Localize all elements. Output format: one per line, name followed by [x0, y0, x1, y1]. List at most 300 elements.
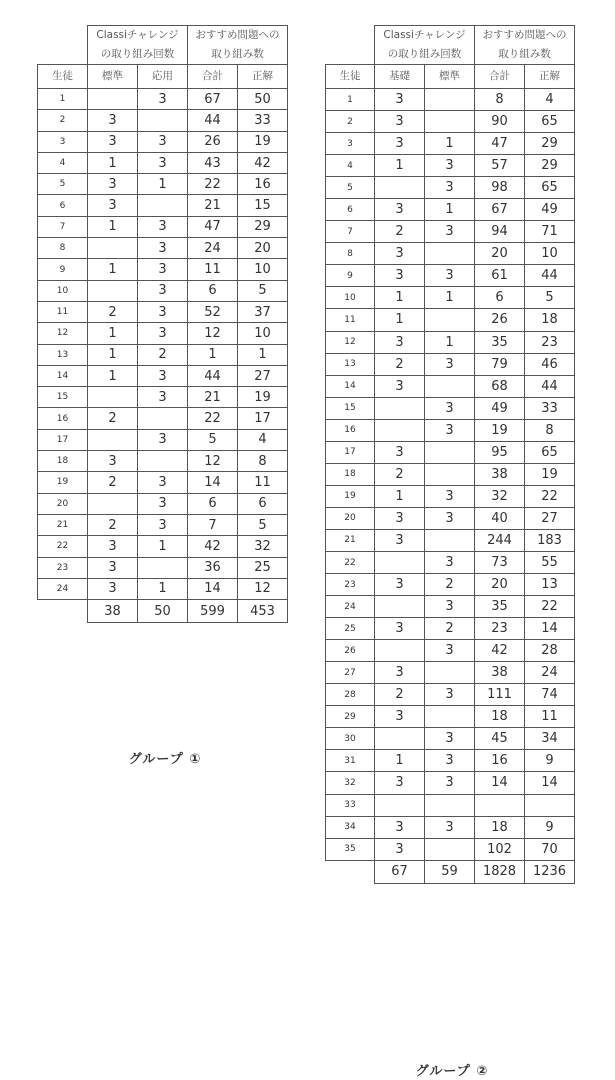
col1-cell: 2 [88, 472, 138, 493]
col1-cell: 3 [375, 265, 425, 287]
table-row [38, 451, 288, 472]
total-cell: 16 [475, 750, 525, 772]
total-cell: 42 [188, 536, 238, 557]
correct-cell: 44 [525, 265, 575, 287]
table-row [38, 472, 288, 493]
student-id-cell: 16 [326, 419, 375, 441]
total-cell: 49 [475, 397, 525, 419]
col1-cell: 3 [88, 195, 138, 216]
correct-cell: 44 [525, 375, 575, 397]
student-id-cell: 26 [326, 640, 375, 662]
group1-total-a: 38 [88, 600, 138, 623]
student-id-cell: 34 [326, 816, 375, 838]
table-row [326, 618, 575, 640]
col2-cell: 3 [425, 265, 475, 287]
group1-col3-header: 合計 [188, 65, 238, 89]
total-cell: 26 [475, 309, 525, 331]
col2-cell: 3 [138, 131, 188, 152]
student-id-cell: 9 [326, 265, 375, 287]
col1-cell: 3 [375, 618, 425, 640]
table-row [38, 387, 288, 408]
col2-cell: 3 [425, 485, 475, 507]
correct-cell: 17 [238, 408, 288, 429]
col1-cell: 3 [88, 557, 138, 578]
col2-cell [425, 794, 475, 816]
total-cell: 23 [475, 618, 525, 640]
col2-cell: 3 [138, 472, 188, 493]
student-id-cell: 9 [38, 259, 88, 280]
group2-caption: グループ ② [415, 1064, 489, 1079]
table-row [326, 507, 575, 529]
total-cell: 67 [475, 199, 525, 221]
total-cell: 14 [188, 578, 238, 599]
total-cell: 44 [188, 365, 238, 386]
col2-cell: 1 [425, 133, 475, 155]
table-row [326, 243, 575, 265]
col2-cell: 3 [138, 301, 188, 322]
col2-cell [425, 243, 475, 265]
table-row [326, 441, 575, 463]
total-cell: 67 [188, 89, 238, 110]
correct-cell: 37 [238, 301, 288, 322]
correct-cell: 65 [525, 441, 575, 463]
col1-cell: 3 [375, 89, 425, 111]
table-row [326, 287, 575, 309]
student-id-cell: 7 [38, 216, 88, 237]
col1-cell: 3 [88, 578, 138, 599]
group1-col4-header: 正解 [238, 65, 288, 89]
student-id-cell: 8 [38, 238, 88, 259]
col1-cell: 2 [88, 408, 138, 429]
col2-cell: 3 [425, 507, 475, 529]
table-row [326, 551, 575, 573]
correct-cell: 12 [238, 578, 288, 599]
group1-student-header: 生徒 [38, 65, 88, 89]
table-row [38, 557, 288, 578]
total-cell: 24 [188, 238, 238, 259]
col1-cell [88, 429, 138, 450]
student-id-cell: 13 [38, 344, 88, 365]
correct-cell: 8 [525, 419, 575, 441]
correct-cell: 9 [525, 816, 575, 838]
student-id-cell: 16 [38, 408, 88, 429]
student-id-cell: 35 [326, 838, 375, 860]
col1-cell: 2 [375, 221, 425, 243]
total-cell: 21 [188, 195, 238, 216]
total-cell: 61 [475, 265, 525, 287]
table-row [38, 89, 288, 110]
student-id-cell: 21 [326, 529, 375, 551]
total-cell: 12 [188, 451, 238, 472]
col2-cell: 3 [425, 353, 475, 375]
col1-cell [375, 419, 425, 441]
table-row [326, 221, 575, 243]
group1-classi-header-line2: の取り組み回数 [88, 45, 188, 65]
col1-cell [375, 397, 425, 419]
table-row [326, 816, 575, 838]
student-id-cell: 4 [326, 155, 375, 177]
student-id-cell: 2 [38, 110, 88, 131]
col2-cell [425, 441, 475, 463]
table-row [38, 259, 288, 280]
student-id-cell: 17 [326, 441, 375, 463]
total-cell: 244 [475, 529, 525, 551]
col2-cell: 1 [138, 578, 188, 599]
col2-cell: 3 [425, 640, 475, 662]
total-cell: 35 [475, 331, 525, 353]
col2-cell: 1 [425, 287, 475, 309]
col1-cell: 1 [88, 344, 138, 365]
col1-cell: 3 [375, 838, 425, 860]
col1-cell: 3 [88, 536, 138, 557]
student-id-cell: 3 [326, 133, 375, 155]
correct-cell: 23 [525, 331, 575, 353]
col2-cell: 2 [425, 574, 475, 596]
correct-cell: 5 [238, 280, 288, 301]
total-cell: 90 [475, 111, 525, 133]
correct-cell: 5 [525, 287, 575, 309]
table-row [326, 838, 575, 860]
total-cell: 6 [475, 287, 525, 309]
student-id-cell: 12 [326, 331, 375, 353]
col2-cell [425, 529, 475, 551]
group2-total-a: 67 [375, 860, 425, 883]
total-cell: 20 [475, 574, 525, 596]
col2-cell [425, 463, 475, 485]
table-row [38, 301, 288, 322]
col1-cell [88, 387, 138, 408]
student-id-cell: 21 [38, 514, 88, 535]
correct-cell: 19 [238, 387, 288, 408]
col2-cell: 3 [425, 419, 475, 441]
student-id-cell: 33 [326, 794, 375, 816]
col1-cell: 3 [375, 706, 425, 728]
student-id-cell: 1 [38, 89, 88, 110]
total-cell: 38 [475, 463, 525, 485]
total-cell: 98 [475, 177, 525, 199]
table-row [326, 133, 575, 155]
table-row [38, 493, 288, 514]
correct-cell: 11 [238, 472, 288, 493]
correct-cell: 13 [525, 574, 575, 596]
correct-cell: 11 [525, 706, 575, 728]
group1-rec-header-line2: 取り組み数 [188, 45, 288, 65]
student-id-cell: 11 [38, 301, 88, 322]
col1-cell: 3 [375, 331, 425, 353]
col1-cell [88, 238, 138, 259]
student-id-cell: 20 [326, 507, 375, 529]
total-cell: 52 [188, 301, 238, 322]
correct-cell: 18 [525, 309, 575, 331]
correct-cell: 20 [238, 238, 288, 259]
total-cell: 42 [475, 640, 525, 662]
col1-cell: 1 [375, 287, 425, 309]
student-id-cell: 19 [38, 472, 88, 493]
correct-cell: 14 [525, 772, 575, 794]
col2-cell: 3 [138, 514, 188, 535]
group1-total-row [38, 600, 288, 623]
group1-table [37, 25, 288, 623]
correct-cell: 70 [525, 838, 575, 860]
correct-cell: 10 [238, 323, 288, 344]
correct-cell: 33 [238, 110, 288, 131]
col2-cell: 3 [138, 365, 188, 386]
table-row [326, 375, 575, 397]
group1-total-c: 453 [238, 600, 288, 623]
col2-cell [425, 706, 475, 728]
student-id-cell: 15 [38, 387, 88, 408]
student-id-cell: 30 [326, 728, 375, 750]
total-cell: 102 [475, 838, 525, 860]
table-row [38, 536, 288, 557]
table-row [38, 152, 288, 173]
student-id-cell: 31 [326, 750, 375, 772]
col1-cell: 3 [375, 375, 425, 397]
col2-cell [138, 557, 188, 578]
col2-cell: 2 [138, 344, 188, 365]
group2-total-row [326, 860, 575, 883]
col2-cell: 3 [138, 89, 188, 110]
table-row [326, 89, 575, 111]
total-cell: 36 [188, 557, 238, 578]
col1-cell: 2 [375, 463, 425, 485]
correct-cell: 32 [238, 536, 288, 557]
student-id-cell: 6 [38, 195, 88, 216]
table-row [326, 177, 575, 199]
col1-cell [88, 280, 138, 301]
correct-cell: 5 [238, 514, 288, 535]
col1-cell: 3 [375, 529, 425, 551]
table-row [38, 365, 288, 386]
col2-cell: 3 [425, 155, 475, 177]
correct-cell: 25 [238, 557, 288, 578]
table-row [326, 331, 575, 353]
group2-table [325, 25, 575, 884]
col2-cell [138, 451, 188, 472]
col2-cell: 3 [425, 772, 475, 794]
total-cell: 18 [475, 816, 525, 838]
col2-cell: 3 [425, 551, 475, 573]
col1-cell: 3 [375, 441, 425, 463]
student-id-cell: 17 [38, 429, 88, 450]
col1-cell: 1 [88, 259, 138, 280]
table-row [38, 578, 288, 599]
group2-col4-header: 正解 [525, 65, 575, 89]
table-row [326, 728, 575, 750]
col2-cell: 1 [138, 174, 188, 195]
correct-cell: 71 [525, 221, 575, 243]
table-row [326, 640, 575, 662]
total-cell: 47 [475, 133, 525, 155]
total-cell: 26 [188, 131, 238, 152]
table-row [38, 280, 288, 301]
student-id-cell: 25 [326, 618, 375, 640]
group1-caption: グループ ① [128, 752, 202, 767]
total-cell: 32 [475, 485, 525, 507]
student-id-cell: 32 [326, 772, 375, 794]
col2-cell [138, 195, 188, 216]
col2-cell [425, 662, 475, 684]
col2-cell: 3 [138, 216, 188, 237]
col1-cell: 3 [375, 133, 425, 155]
correct-cell: 19 [238, 131, 288, 152]
total-cell: 95 [475, 441, 525, 463]
col1-cell: 3 [88, 451, 138, 472]
col2-cell: 3 [425, 177, 475, 199]
student-id-cell: 27 [326, 662, 375, 684]
total-cell: 19 [475, 419, 525, 441]
student-id-cell: 22 [326, 551, 375, 573]
group2-student-header: 生徒 [326, 65, 375, 89]
total-cell: 20 [475, 243, 525, 265]
col2-cell: 3 [138, 238, 188, 259]
group2-classi-header-line2: の取り組み回数 [375, 45, 475, 65]
student-id-cell: 3 [38, 131, 88, 152]
correct-cell: 6 [238, 493, 288, 514]
col1-cell: 3 [375, 662, 425, 684]
correct-cell: 27 [238, 365, 288, 386]
table-row [326, 155, 575, 177]
table-row [38, 344, 288, 365]
correct-cell: 27 [525, 507, 575, 529]
group2-total-c: 1236 [525, 860, 575, 883]
col1-cell: 3 [375, 199, 425, 221]
total-cell: 12 [188, 323, 238, 344]
student-id-cell: 11 [326, 309, 375, 331]
student-id-cell: 5 [38, 174, 88, 195]
col1-cell: 2 [88, 514, 138, 535]
col2-cell: 3 [138, 387, 188, 408]
correct-cell [525, 794, 575, 816]
correct-cell: 1 [238, 344, 288, 365]
total-cell: 38 [475, 662, 525, 684]
correct-cell: 28 [525, 640, 575, 662]
student-id-cell: 23 [326, 574, 375, 596]
table-row [326, 463, 575, 485]
group2-col3-header: 合計 [475, 65, 525, 89]
group2-total-t: 1828 [475, 860, 525, 883]
col1-cell: 3 [88, 174, 138, 195]
total-cell: 22 [188, 174, 238, 195]
total-cell: 35 [475, 596, 525, 618]
table-row [326, 529, 575, 551]
col1-cell: 3 [375, 111, 425, 133]
student-id-cell: 24 [326, 596, 375, 618]
total-cell: 68 [475, 375, 525, 397]
total-cell: 47 [188, 216, 238, 237]
group2-col1-header: 基礎 [375, 65, 425, 89]
correct-cell: 42 [238, 152, 288, 173]
col2-cell: 3 [138, 493, 188, 514]
col1-cell [375, 728, 425, 750]
student-id-cell: 10 [38, 280, 88, 301]
col2-cell [425, 111, 475, 133]
col2-cell: 3 [138, 259, 188, 280]
group1-rows [38, 89, 288, 600]
total-cell: 14 [188, 472, 238, 493]
table-row [38, 514, 288, 535]
col1-cell [375, 640, 425, 662]
table-row [326, 309, 575, 331]
col1-cell [375, 551, 425, 573]
table-row [38, 131, 288, 152]
total-cell: 111 [475, 684, 525, 706]
col2-cell [138, 110, 188, 131]
correct-cell: 34 [525, 728, 575, 750]
correct-cell: 183 [525, 529, 575, 551]
table-row [326, 574, 575, 596]
col1-cell: 1 [88, 152, 138, 173]
table-row [326, 419, 575, 441]
correct-cell: 22 [525, 485, 575, 507]
table-row [326, 353, 575, 375]
student-id-cell: 12 [38, 323, 88, 344]
col1-cell [375, 794, 425, 816]
table-row [326, 772, 575, 794]
student-id-cell: 19 [326, 485, 375, 507]
col2-cell: 1 [425, 199, 475, 221]
col1-cell: 2 [375, 353, 425, 375]
student-id-cell: 2 [326, 111, 375, 133]
total-cell: 94 [475, 221, 525, 243]
correct-cell: 8 [238, 451, 288, 472]
correct-cell: 46 [525, 353, 575, 375]
student-id-cell: 22 [38, 536, 88, 557]
total-cell [475, 794, 525, 816]
group2-classi-header-line1: Classiチャレンジ [375, 26, 475, 46]
student-id-cell: 14 [326, 375, 375, 397]
col1-cell: 1 [375, 485, 425, 507]
total-cell: 40 [475, 507, 525, 529]
col2-cell [425, 309, 475, 331]
total-cell: 5 [188, 429, 238, 450]
col1-cell: 3 [375, 507, 425, 529]
group2-total-b: 59 [425, 860, 475, 883]
group2-rec-header-line2: 取り組み数 [475, 45, 575, 65]
col1-cell: 3 [375, 816, 425, 838]
total-cell: 21 [188, 387, 238, 408]
col2-cell: 3 [425, 750, 475, 772]
student-id-cell: 1 [326, 89, 375, 111]
correct-cell: 29 [525, 155, 575, 177]
total-cell: 14 [475, 772, 525, 794]
table-row [326, 485, 575, 507]
total-cell: 79 [475, 353, 525, 375]
student-id-cell: 4 [38, 152, 88, 173]
correct-cell: 65 [525, 111, 575, 133]
col2-cell: 3 [425, 728, 475, 750]
col2-cell: 3 [138, 429, 188, 450]
col1-cell: 1 [88, 323, 138, 344]
table-row [326, 684, 575, 706]
group1-total-t: 599 [188, 600, 238, 623]
col1-cell: 3 [375, 574, 425, 596]
col2-cell: 3 [425, 816, 475, 838]
col1-cell: 1 [375, 309, 425, 331]
col2-cell: 3 [425, 596, 475, 618]
student-id-cell: 10 [326, 287, 375, 309]
student-id-cell: 18 [38, 451, 88, 472]
student-id-cell: 18 [326, 463, 375, 485]
total-cell: 18 [475, 706, 525, 728]
table-row [38, 174, 288, 195]
correct-cell: 4 [238, 429, 288, 450]
table-row [38, 216, 288, 237]
total-cell: 44 [188, 110, 238, 131]
total-cell: 22 [188, 408, 238, 429]
col1-cell: 1 [375, 155, 425, 177]
table-row [326, 794, 575, 816]
